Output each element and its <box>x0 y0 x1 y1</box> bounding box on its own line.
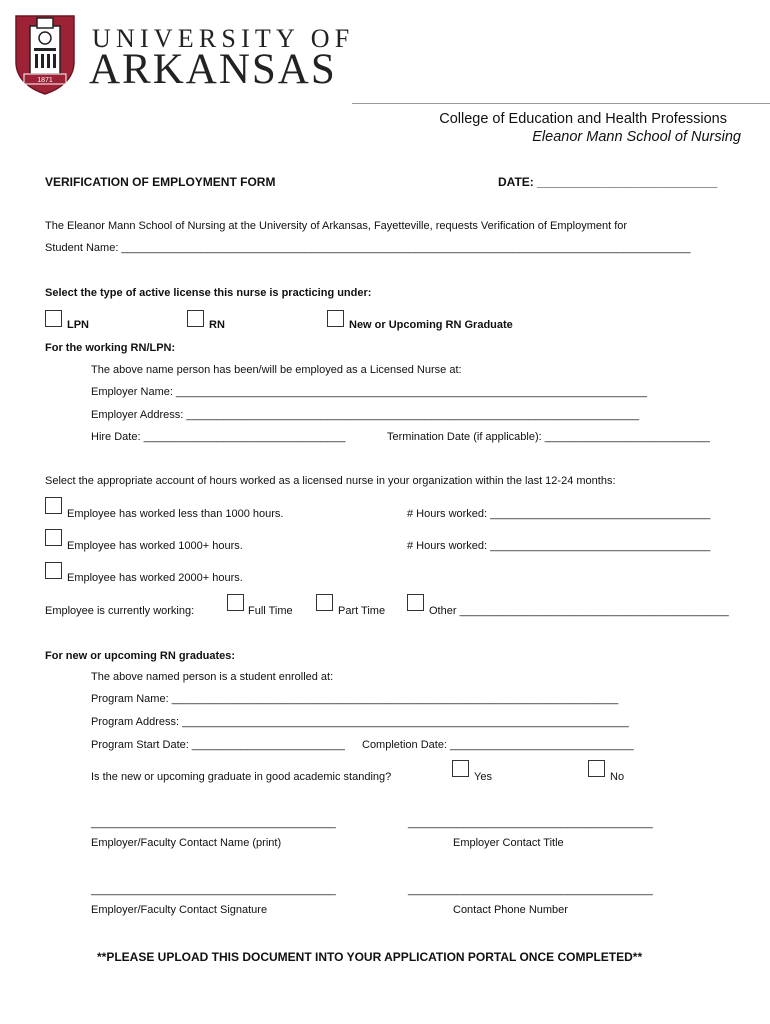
checkbox-no[interactable] <box>588 760 605 777</box>
rn-lpn-statement: The above name person has been/will be employed as a Licensed Nurse at: <box>91 364 462 376</box>
standing-question: Is the new or upcoming graduate in good academic standing? <box>91 771 392 783</box>
contact-signature-label: Employer/Faculty Contact Signature <box>91 904 268 916</box>
program-start-field[interactable]: Program Start Date: _________________________ <box>91 739 345 751</box>
header-divider <box>352 103 770 104</box>
contact-signature-line[interactable]: ________________________________________ <box>91 884 336 896</box>
checkbox-full-time[interactable] <box>227 594 244 611</box>
form-title: VERIFICATION OF EMPLOYMENT FORM <box>45 175 276 189</box>
contact-phone-line[interactable]: ________________________________________ <box>408 884 653 896</box>
employer-address-field[interactable]: Employer Address: __________________________________________________________________________ <box>91 409 640 421</box>
checkbox-new-graduate[interactable] <box>327 310 344 327</box>
intro-text: The Eleanor Mann School of Nursing at the University of Arkansas, Fayetteville, requests Verification of Employment for <box>45 220 628 232</box>
hours-question: Select the appropriate account of hours worked as a licensed nurse in your organization within the last 12-24 months: <box>45 475 616 487</box>
hire-date-field[interactable]: Hire Date: _________________________________ <box>91 431 346 443</box>
option-lpn-label: LPN <box>67 319 89 331</box>
rn-lpn-heading: For the working RN/LPN: <box>45 342 176 354</box>
date-field[interactable]: DATE: ___________________________ <box>498 175 718 189</box>
checkbox-yes[interactable] <box>452 760 469 777</box>
school-name: Eleanor Mann School of Nursing <box>532 129 741 145</box>
option-new-graduate-label: New or Upcoming RN Graduate <box>349 319 513 331</box>
program-address-field[interactable]: Program Address: _________________________________________________________________________ <box>91 716 629 728</box>
checkbox-less-1000[interactable] <box>45 497 62 514</box>
other-field[interactable]: Other ____________________________________________ <box>429 605 729 617</box>
university-wordmark-line1: UNIVERSITY OF <box>92 24 355 53</box>
termination-date-field[interactable]: Termination Date (if applicable): ___________________________ <box>387 431 710 443</box>
contact-name-line[interactable]: ________________________________________ <box>91 817 336 829</box>
2000-plus-label: Employee has worked 2000+ hours. <box>67 572 243 584</box>
currently-working-label: Employee is currently working: <box>45 605 195 617</box>
upload-notice: **PLEASE UPLOAD THIS DOCUMENT INTO YOUR APPLICATION PORTAL ONCE COMPLETED** <box>97 950 643 964</box>
checkbox-part-time[interactable] <box>316 594 333 611</box>
student-name-field[interactable]: Student Name: _____________________________________________________________________________________________ <box>45 242 691 254</box>
employer-name-field[interactable]: Employer Name: _____________________________________________________________________________ <box>91 386 648 398</box>
no-label: No <box>610 771 625 783</box>
university-wordmark-line2: ARKANSAS <box>89 46 337 93</box>
hours-worked-field-2[interactable]: # Hours worked: ____________________________________ <box>407 540 711 552</box>
license-question: Select the type of active license this nurse is practicing under: <box>45 287 372 299</box>
crest-year: 1871 <box>37 77 53 84</box>
full-time-label: Full Time <box>248 605 293 617</box>
contact-title-label: Employer Contact Title <box>453 837 564 849</box>
university-crest-logo <box>14 14 76 96</box>
checkbox-2000-plus[interactable] <box>45 562 62 579</box>
1000-plus-label: Employee has worked 1000+ hours. <box>67 540 243 552</box>
hours-worked-field-1[interactable]: # Hours worked: ____________________________________ <box>407 508 711 520</box>
checkbox-rn[interactable] <box>187 310 204 327</box>
program-name-field[interactable]: Program Name: _________________________________________________________________________ <box>91 693 619 705</box>
checkbox-1000-plus[interactable] <box>45 529 62 546</box>
checkbox-lpn[interactable] <box>45 310 62 327</box>
less-1000-label: Employee has worked less than 1000 hours. <box>67 508 284 520</box>
contact-name-label: Employer/Faculty Contact Name (print) <box>91 837 282 849</box>
graduates-statement: The above named person is a student enrolled at: <box>91 671 334 683</box>
completion-date-field[interactable]: Completion Date: ______________________________ <box>362 739 634 751</box>
checkbox-other[interactable] <box>407 594 424 611</box>
graduates-heading: For new or upcoming RN graduates: <box>45 650 236 662</box>
contact-phone-label: Contact Phone Number <box>453 904 568 916</box>
college-name: College of Education and Health Professions <box>439 111 727 127</box>
contact-title-line[interactable]: ________________________________________ <box>408 817 653 829</box>
option-rn-label: RN <box>209 319 225 331</box>
yes-label: Yes <box>474 771 492 783</box>
part-time-label: Part Time <box>338 605 386 617</box>
